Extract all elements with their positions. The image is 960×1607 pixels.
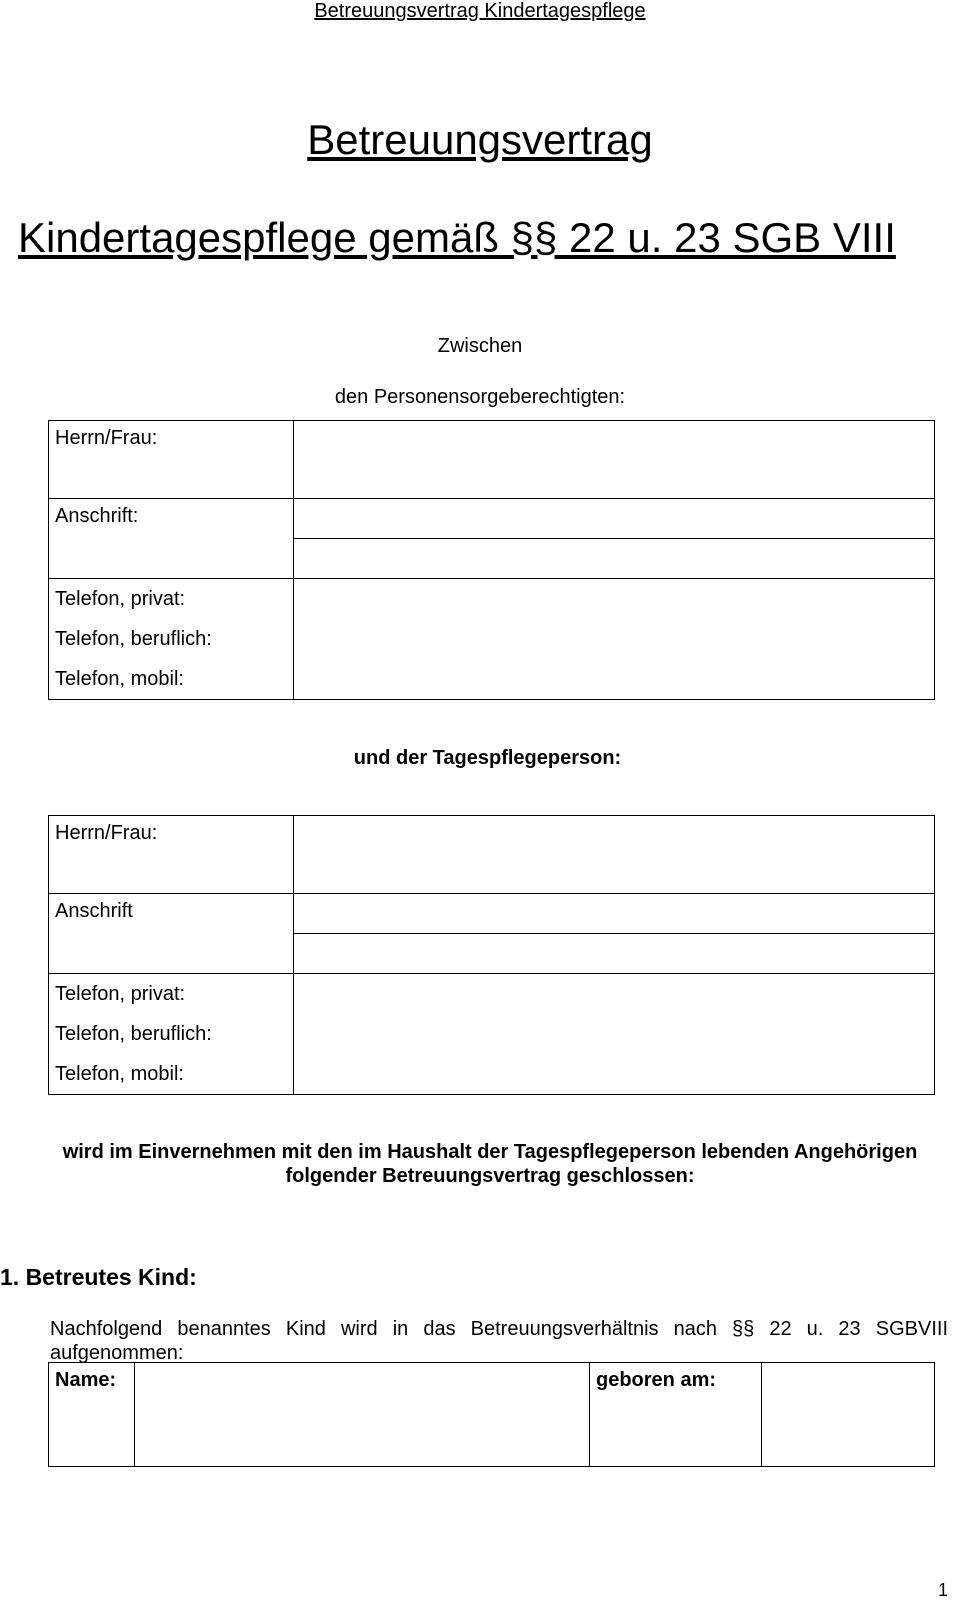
caregiver-phone-work-label: Telefon, beruflich:	[55, 1023, 212, 1045]
document-title: Betreuungsvertrag	[307, 116, 653, 163]
agreement-text	[30, 1140, 950, 1188]
section-1-text-line-2: aufgenommen:	[50, 1342, 184, 1364]
section-1-heading: 1. Betreutes Kind:	[0, 1264, 197, 1290]
caregiver-name-field[interactable]	[294, 816, 935, 894]
caregiver-phone-private-label: Telefon, privat:	[55, 983, 186, 1005]
guardians-heading: den Personensorgeberechtigten:	[334, 386, 626, 408]
caregiver-form	[48, 815, 935, 1095]
caregiver-phone-field[interactable]	[294, 974, 935, 1095]
section-1-text-line-1: Nachfolgend benanntes Kind wird in das Betreuungsverhältnis nach §§ 22 u. 23 SGBVIII	[50, 1318, 948, 1340]
caregiver-address-field-1[interactable]	[294, 894, 935, 934]
guardian-phone-private-label: Telefon, privat:	[55, 588, 186, 610]
caregiver-heading: und der Tagespflegeperson:	[353, 747, 622, 769]
caregiver-address-field-2[interactable]	[294, 934, 935, 974]
between-text: Zwischen	[437, 335, 523, 357]
guardian-name-label: Herrn/Frau:	[49, 421, 294, 499]
caregiver-address-label: Anschrift	[49, 894, 294, 974]
guardian-address-label: Anschrift:	[49, 499, 294, 579]
child-name-label: Name:	[49, 1363, 135, 1467]
guardian-name-field[interactable]	[294, 421, 935, 499]
caregiver-name-label: Herrn/Frau:	[49, 816, 294, 894]
guardian-phone-work-label: Telefon, beruflich:	[55, 628, 212, 650]
child-form	[48, 1362, 935, 1467]
agreement-line-1: wird im Einvernehmen mit den im Haushalt der Tagespflegeperson lebenden Angehörigen	[62, 1141, 918, 1163]
agreement-line-2: folgender Betreuungsvertrag geschlossen:	[285, 1165, 695, 1187]
child-born-label: geboren am:	[590, 1363, 762, 1467]
section-1-text	[50, 1317, 948, 1365]
guardian-address-field-1[interactable]	[294, 499, 935, 539]
document-subtitle: Kindertagespflege gemäß §§ 22 u. 23 SGB VIII	[18, 214, 896, 261]
page-number: 1	[937, 1580, 948, 1600]
child-name-field[interactable]	[135, 1363, 590, 1467]
child-born-field[interactable]	[762, 1363, 935, 1467]
guardian-phone-field[interactable]	[294, 579, 935, 700]
caregiver-phone-mobile-label: Telefon, mobil:	[55, 1063, 184, 1085]
guardian-phone-mobile-label: Telefon, mobil:	[55, 668, 184, 690]
guardians-form	[48, 420, 935, 700]
running-header: Betreuungsvertrag Kindertagespflege	[314, 0, 646, 22]
guardian-address-field-2[interactable]	[294, 539, 935, 579]
